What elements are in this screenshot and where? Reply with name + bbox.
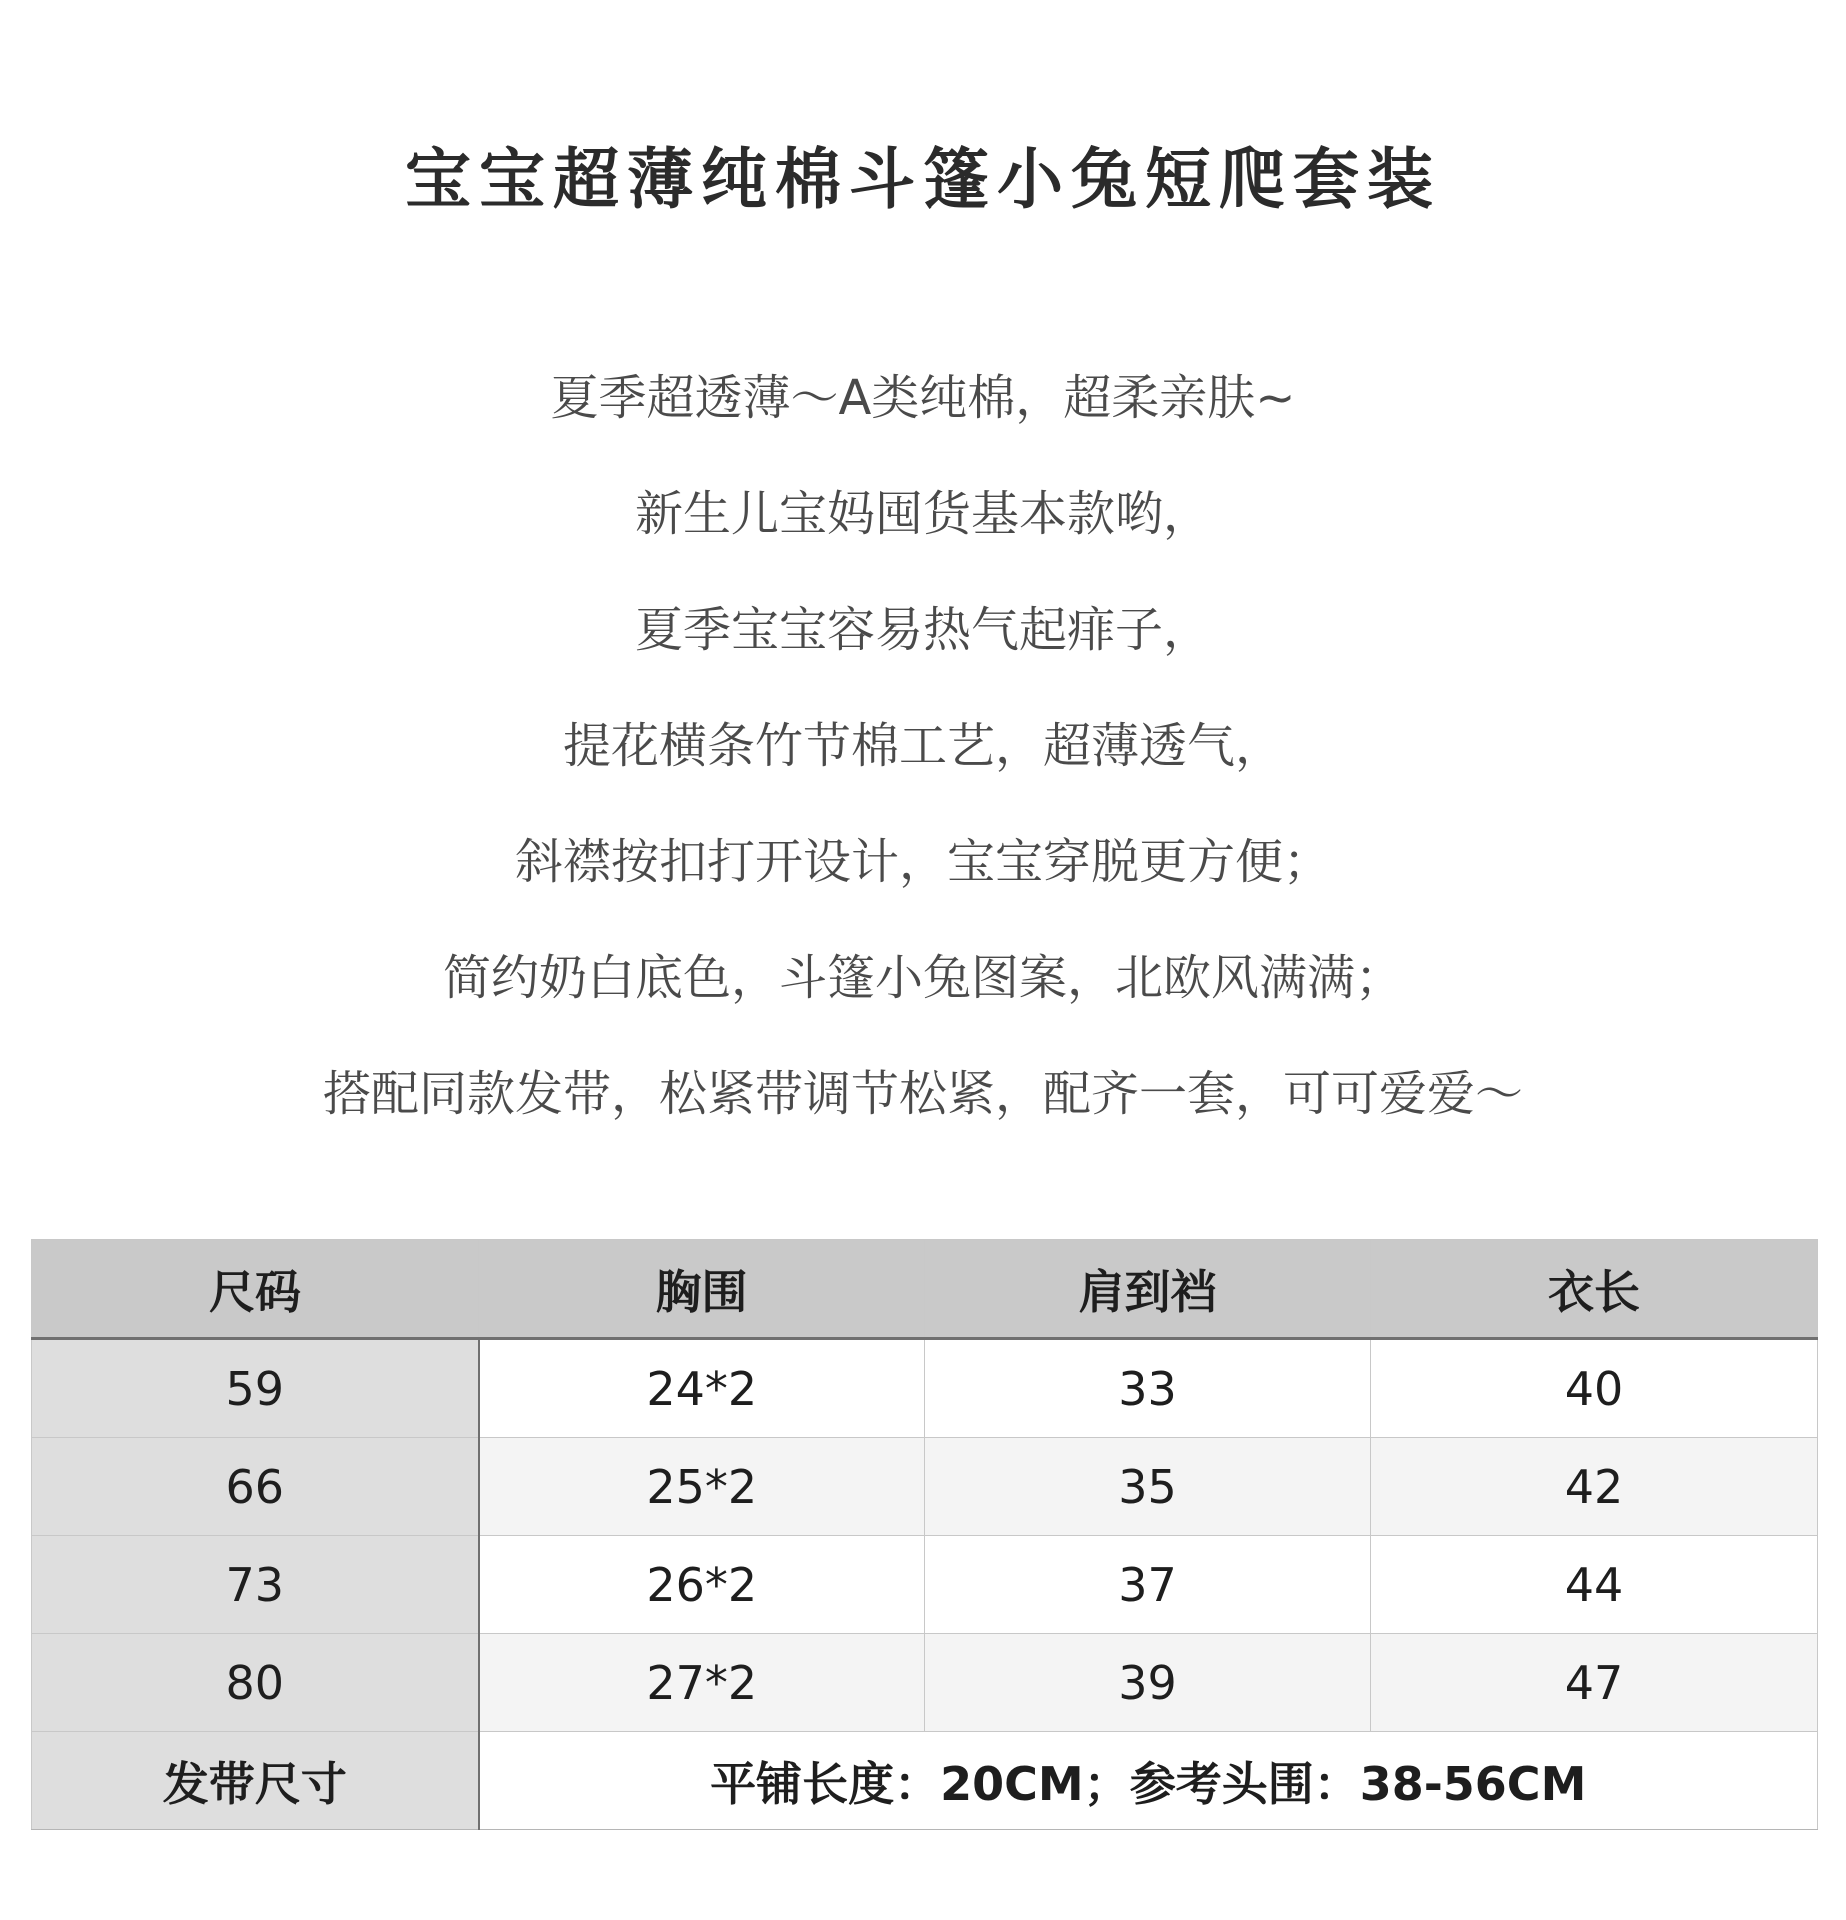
header-size: 尺码 (32, 1240, 479, 1339)
header-length: 衣长 (1371, 1240, 1818, 1339)
product-description (0, 340, 1846, 1152)
headband-value: 平铺长度：20CM；参考头围：38-56CM (479, 1732, 1818, 1830)
description-line: 夏季超透薄～A类纯棉，超柔亲肤~ (550, 370, 1296, 426)
length-cell: 40 (1371, 1339, 1818, 1438)
size-cell: 66 (32, 1438, 479, 1536)
size-cell: 73 (32, 1536, 479, 1634)
description-line: 夏季宝宝容易热气起痱子， (634, 602, 1211, 658)
description-line: 搭配同款发带，松紧带调节松紧，配齐一套，可可爱爱～ (322, 1066, 1523, 1122)
description-line: 简约奶白底色，斗篷小兔图案，北欧风满满； (442, 950, 1403, 1006)
table-row (32, 1536, 1818, 1634)
table-row (32, 1339, 1818, 1438)
header-shoulder-to-crotch: 肩到裆 (925, 1240, 1371, 1339)
shoulder-crotch-cell: 37 (925, 1536, 1371, 1634)
length-cell: 47 (1371, 1634, 1818, 1732)
table-row (32, 1438, 1818, 1536)
headband-label: 发带尺寸 (32, 1732, 479, 1830)
size-chart-table (31, 1239, 1818, 1830)
shoulder-crotch-cell: 33 (925, 1339, 1371, 1438)
chest-cell: 26*2 (479, 1536, 925, 1634)
size-cell: 80 (32, 1634, 479, 1732)
chest-cell: 27*2 (479, 1634, 925, 1732)
description-line: 提花横条竹节棉工艺，超薄透气， (562, 718, 1283, 774)
table-header-row (32, 1240, 1818, 1339)
headband-row (32, 1732, 1818, 1830)
length-cell: 42 (1371, 1438, 1818, 1536)
chest-cell: 24*2 (479, 1339, 925, 1438)
shoulder-crotch-cell: 39 (925, 1634, 1371, 1732)
header-chest: 胸围 (479, 1240, 925, 1339)
chest-cell: 25*2 (479, 1438, 925, 1536)
description-line: 新生儿宝妈囤货基本款哟， (634, 486, 1211, 542)
table-row (32, 1634, 1818, 1732)
size-cell: 59 (32, 1339, 479, 1438)
page-title: 宝宝超薄纯棉斗篷小兔短爬套装 (405, 141, 1441, 218)
description-line: 斜襟按扣打开设计，宝宝穿脱更方便； (514, 834, 1331, 890)
shoulder-crotch-cell: 35 (925, 1438, 1371, 1536)
length-cell: 44 (1371, 1536, 1818, 1634)
